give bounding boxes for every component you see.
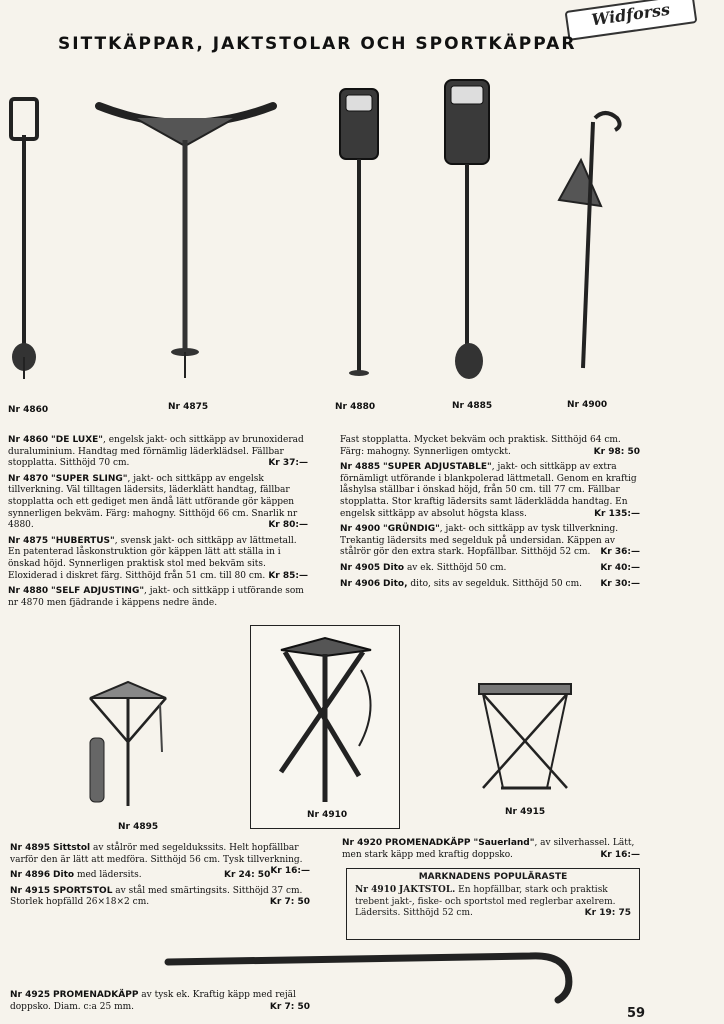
stool-4895-image xyxy=(82,680,174,810)
item-4880: Nr 4880 "SELF ADJUSTING", jakt- och sittkäpp i utförande som nr 4870 men fjädrande i käppens nedre ände. xyxy=(8,586,304,608)
label-nr-4860: Nr 4860 xyxy=(8,405,49,415)
price-4875: Kr 85:— xyxy=(268,570,308,581)
page-number: 59 xyxy=(627,1006,646,1021)
label-nr-4880: Nr 4880 xyxy=(335,402,376,412)
stick-4875-image xyxy=(95,100,279,382)
label-nr-4910: Nr 4910 xyxy=(307,810,348,820)
popular-title: MARKNADENS POPULÄRASTE xyxy=(418,872,568,882)
price-4915: Kr 7: 50 xyxy=(269,897,310,908)
item-4920: Nr 4920 PROMENADKÄPP "Sauerland", av silverhassel. Lätt, men stark käpp med kraftig doppsko. Kr 16:— xyxy=(342,838,640,860)
item-4896: Nr 4896 Dito med lädersits. Kr 24: 50 xyxy=(10,870,271,881)
price-4910: Kr 19: 75 xyxy=(584,908,631,918)
price-4905: Kr 40:— xyxy=(600,562,640,573)
description-bottom-left xyxy=(10,843,310,913)
label-nr-4900: Nr 4900 xyxy=(567,400,608,410)
label-nr-4915: Nr 4915 xyxy=(505,807,546,817)
description-bottom-right xyxy=(342,838,640,865)
popular-box xyxy=(346,868,640,940)
stool-4915-image xyxy=(473,680,577,796)
label-nr-4875: Nr 4875 xyxy=(168,402,209,412)
item-4906: Nr 4906 Dito, dito, sits av segelduk. Sitthöjd 50 cm. Kr 30:— xyxy=(340,578,640,589)
price-4925: Kr 7: 50 xyxy=(269,1001,310,1012)
description-column-right xyxy=(340,435,640,594)
item-4925: Nr 4925 PROMENADKÄPP av tysk ek. Kraftig käpp med rejäl doppsko. Diam. c:a 25 mm. Kr 7: 50 xyxy=(10,990,310,1012)
item-4880-continued: Fast stopplatta. Mycket bekväm och praktisk. Sitthöjd 64 cm. Färg: mahogny. Synnerligen omtyckt. Kr 98: 50 xyxy=(340,435,640,457)
price-4860: Kr 37:— xyxy=(268,458,308,469)
item-4885: Nr 4885 "SUPER ADJUSTABLE", jakt- och sittkäpp av extra förnämligt utförande i blankpolerad lättmetall. Genom en kraftig låshylsa ställbar i önskad höjd, från 50 cm. till 77 cm. Fällbar stopplatta. Stor kraftig lädersits samt läderklädda handtag. En engelsk sittkäpp av absolut högsta klass. Kr 135:— xyxy=(340,462,640,519)
item-4875: Nr 4875 "HUBERTUS", svensk jakt- och sittkäpp av lättmetall. En patenterad låskonstruktion gör käppen lätt att ställa in i önskad höjd. Synnerligen praktisk stol med bekväm sits. Eloxiderad i diskret färg. Sitthöjd från 51 cm. till 80 cm. Kr 85:— xyxy=(8,535,308,581)
stick-4900-image xyxy=(555,110,627,376)
price-4906: Kr 30:— xyxy=(600,578,640,589)
price-4900: Kr 36:— xyxy=(600,547,640,558)
price-4885: Kr 135:— xyxy=(594,508,640,519)
item-4860: Nr 4860 "DE LUXE", engelsk jakt- och sittkäpp av brunoxiderad duraluminium. Handtag med förnämlig läderklädsel. Fällbar stopplatta. Sitthöjd 70 cm. Kr 37:— xyxy=(8,435,308,469)
price-4920: Kr 16:— xyxy=(600,849,640,860)
stick-4885-image xyxy=(440,75,496,390)
item-4905: Nr 4905 Dito av ek. Sitthöjd 50 cm. Kr 40:— xyxy=(340,562,640,573)
item-4900: Nr 4900 "GRÜNDIG", jakt- och sittkäpp av tysk tillverkning. Trekantig lädersits med segelduk på undersidan. Käppen av stålrör gör den extra stark. Hopfällbar. Sitthöjd 52 cm. Kr 36:— xyxy=(340,524,640,558)
price-4870: Kr 80:— xyxy=(268,520,308,531)
page-title: SITTKÄPPAR, JAKTSTOLAR OCH SPORTKÄPPAR xyxy=(58,34,577,54)
description-column-left xyxy=(8,435,308,613)
popular-text: Nr 4910 JAKTSTOL. En hopfällbar, stark och praktisk trebent jakt-, fiske- och sportstol med reglerbar axelrem. Lädersits. Sitthöjd 52 cm. Kr 19: 75 xyxy=(355,885,631,918)
label-nr-4885: Nr 4885 xyxy=(452,401,493,411)
price-4880: Kr 98: 50 xyxy=(593,446,640,457)
stool-4910-frame xyxy=(250,625,400,829)
item-4895: Nr 4895 Sittstol av stålrör med segeldukssits. Helt hopfällbar varför den är lätt att medföra. Sitthöjd 56 cm. Tysk tillverkning. Kr 16:— xyxy=(10,843,310,877)
stool-4910-image xyxy=(251,626,399,828)
stick-4880-image xyxy=(336,85,384,385)
item-4915: Nr 4915 SPORTSTOL av stål med smärtingsits. Sitthöjd 37 cm. Storlek hopfälld 26×18×2 cm. Kr 7: 50 xyxy=(10,885,310,908)
price-4896: Kr 24: 50 xyxy=(224,870,271,881)
label-nr-4895: Nr 4895 xyxy=(118,822,159,832)
brand-logo: Widforss xyxy=(565,0,698,41)
price-4895: Kr 16:— xyxy=(270,866,310,877)
item-4870: Nr 4870 "SUPER SLING", jakt- och sittkäpp av engelsk tillverkning. Väl tilltagen lädersits, läderklätt handtag, fällbar stopplatta och ett gediget men ändå lätt utförande gör käppen synnerligen bekväm. Färg: mahogny. Sitthöjd 66 cm. Snarlik nr 4880. Kr 80:— xyxy=(8,473,308,531)
stick-4860-image xyxy=(5,95,49,385)
